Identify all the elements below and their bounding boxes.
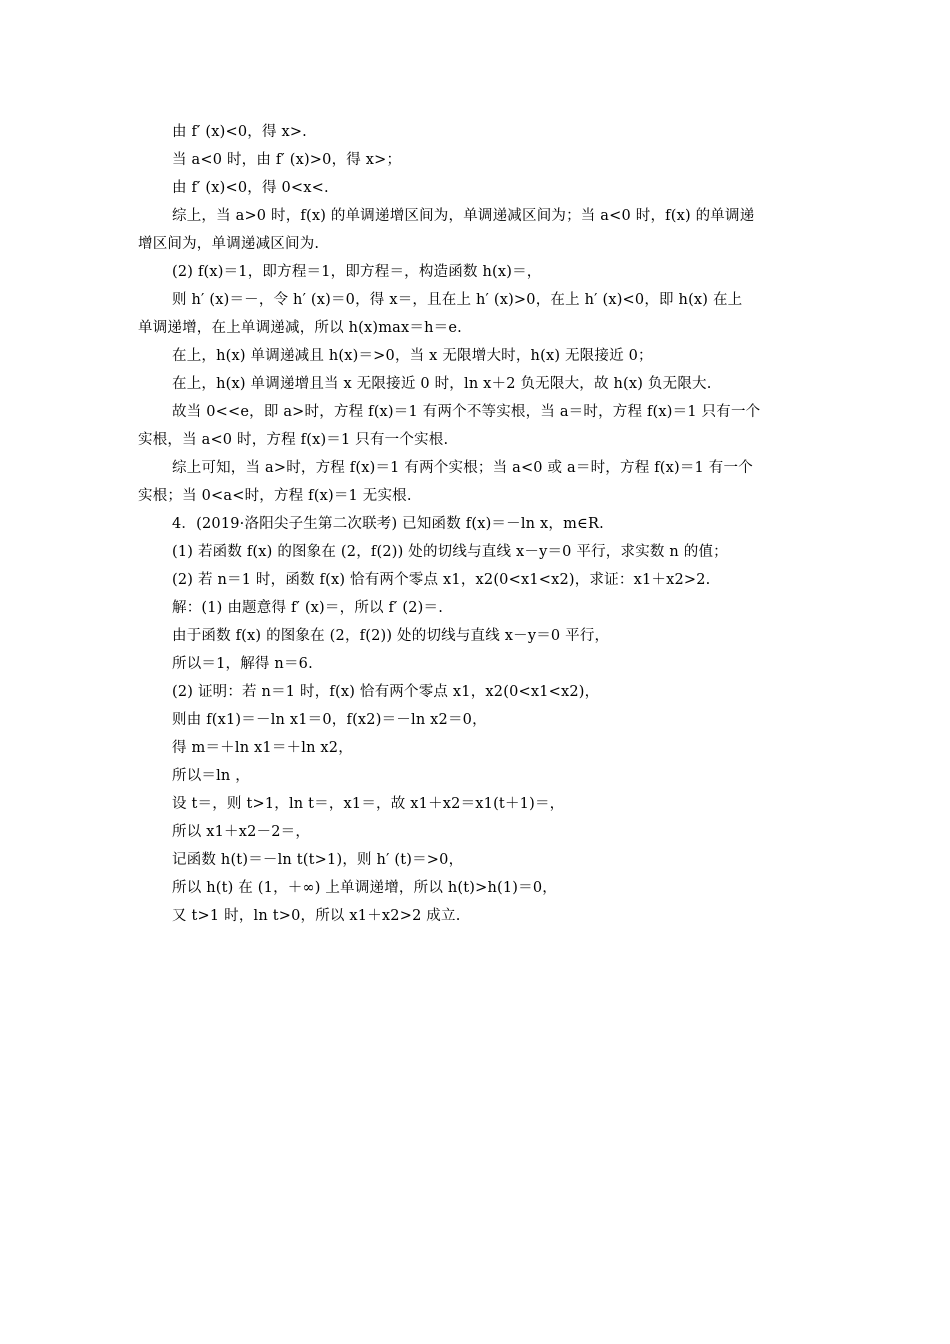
text-line: 故当 0<<e，即 a>时，方程 f(x)＝1 有两个不等实根，当 a＝时，方程 f(x)＝1 只有一个 — [172, 404, 761, 420]
text-line: 单调递增，在上单调递减，所以 h(x)max＝h＝e. — [138, 320, 462, 336]
text-line: 解：(1) 由题意得 f′ (x)＝，所以 f′ (2)＝. — [172, 600, 444, 616]
text-line: 设 t＝，则 t>1，ln t＝，x1＝，故 x1＋x2＝x1(t＋1)＝， — [172, 796, 565, 812]
text-line: 4．(2019·洛阳尖子生第二次联考) 已知函数 f(x)＝－ln x，m∈R. — [172, 516, 604, 532]
text-line: (2) f(x)＝1，即方程＝1，即方程＝，构造函数 h(x)＝， — [172, 264, 542, 280]
text-line: (1) 若函数 f(x) 的图象在 (2，f(2)) 处的切线与直线 x－y＝0 平行，求实数 n 的值； — [172, 544, 728, 560]
text-line: 所以＝ln ， — [172, 768, 250, 784]
text-line: (2) 若 n＝1 时，函数 f(x) 恰有两个零点 x1，x2(0<x1<x2)，求证：x1＋x2>2. — [172, 572, 711, 588]
text-line: 所以＝1，解得 n＝6. — [172, 656, 313, 672]
text-line: 所以 h(t) 在 (1，＋∞) 上单调递增，所以 h(t)>h(1)＝0， — [172, 880, 557, 896]
text-line: 得 m＝＋ln x1＝＋ln x2， — [172, 740, 353, 756]
text-line: 则 h′ (x)＝－，令 h′ (x)＝0，得 x＝，且在上 h′ (x)>0，在上 h′ (x)<0，即 h(x) 在上 — [172, 292, 743, 308]
text-line: 由 f′ (x)<0，得 0<x<. — [172, 180, 329, 196]
text-line: 当 a<0 时，由 f′ (x)>0，得 x>； — [172, 152, 402, 168]
text-line: 又 t>1 时，ln t>0，所以 x1＋x2>2 成立. — [172, 908, 461, 924]
text-line: 记函数 h(t)＝－ln t(t>1)，则 h′ (t)＝>0， — [172, 852, 464, 868]
text-line: 实根，当 a<0 时，方程 f(x)＝1 只有一个实根. — [138, 432, 449, 448]
text-line: 综上可知，当 a>时，方程 f(x)＝1 有两个实根；当 a<0 或 a＝时，方程 f(x)＝1 有一个 — [172, 460, 753, 476]
text-line: 则由 f(x1)＝－ln x1＝0，f(x2)＝－ln x2＝0， — [172, 712, 487, 728]
text-line: 由于函数 f(x) 的图象在 (2，f(2)) 处的切线与直线 x－y＝0 平行， — [172, 628, 610, 644]
text-line: 所以 x1＋x2－2＝， — [172, 824, 311, 840]
text-line: 实根；当 0<a<时，方程 f(x)＝1 无实根. — [138, 488, 412, 504]
text-line: (2) 证明：若 n＝1 时，f(x) 恰有两个零点 x1，x2(0<x1<x2)， — [172, 684, 600, 700]
text-line: 增区间为，单调递减区间为. — [138, 236, 320, 252]
text-line: 综上，当 a>0 时，f(x) 的单调递增区间为，单调递减区间为；当 a<0 时，f(x) 的单调递 — [172, 208, 755, 224]
text-line: 在上，h(x) 单调递增且当 x 无限接近 0 时，ln x＋2 负无限大，故 h(x) 负无限大. — [172, 376, 712, 392]
text-line: 在上，h(x) 单调递减且 h(x)＝>0，当 x 无限增大时，h(x) 无限接近 0； — [172, 348, 653, 364]
text-line: 由 f′ (x)<0，得 x>. — [172, 124, 307, 140]
